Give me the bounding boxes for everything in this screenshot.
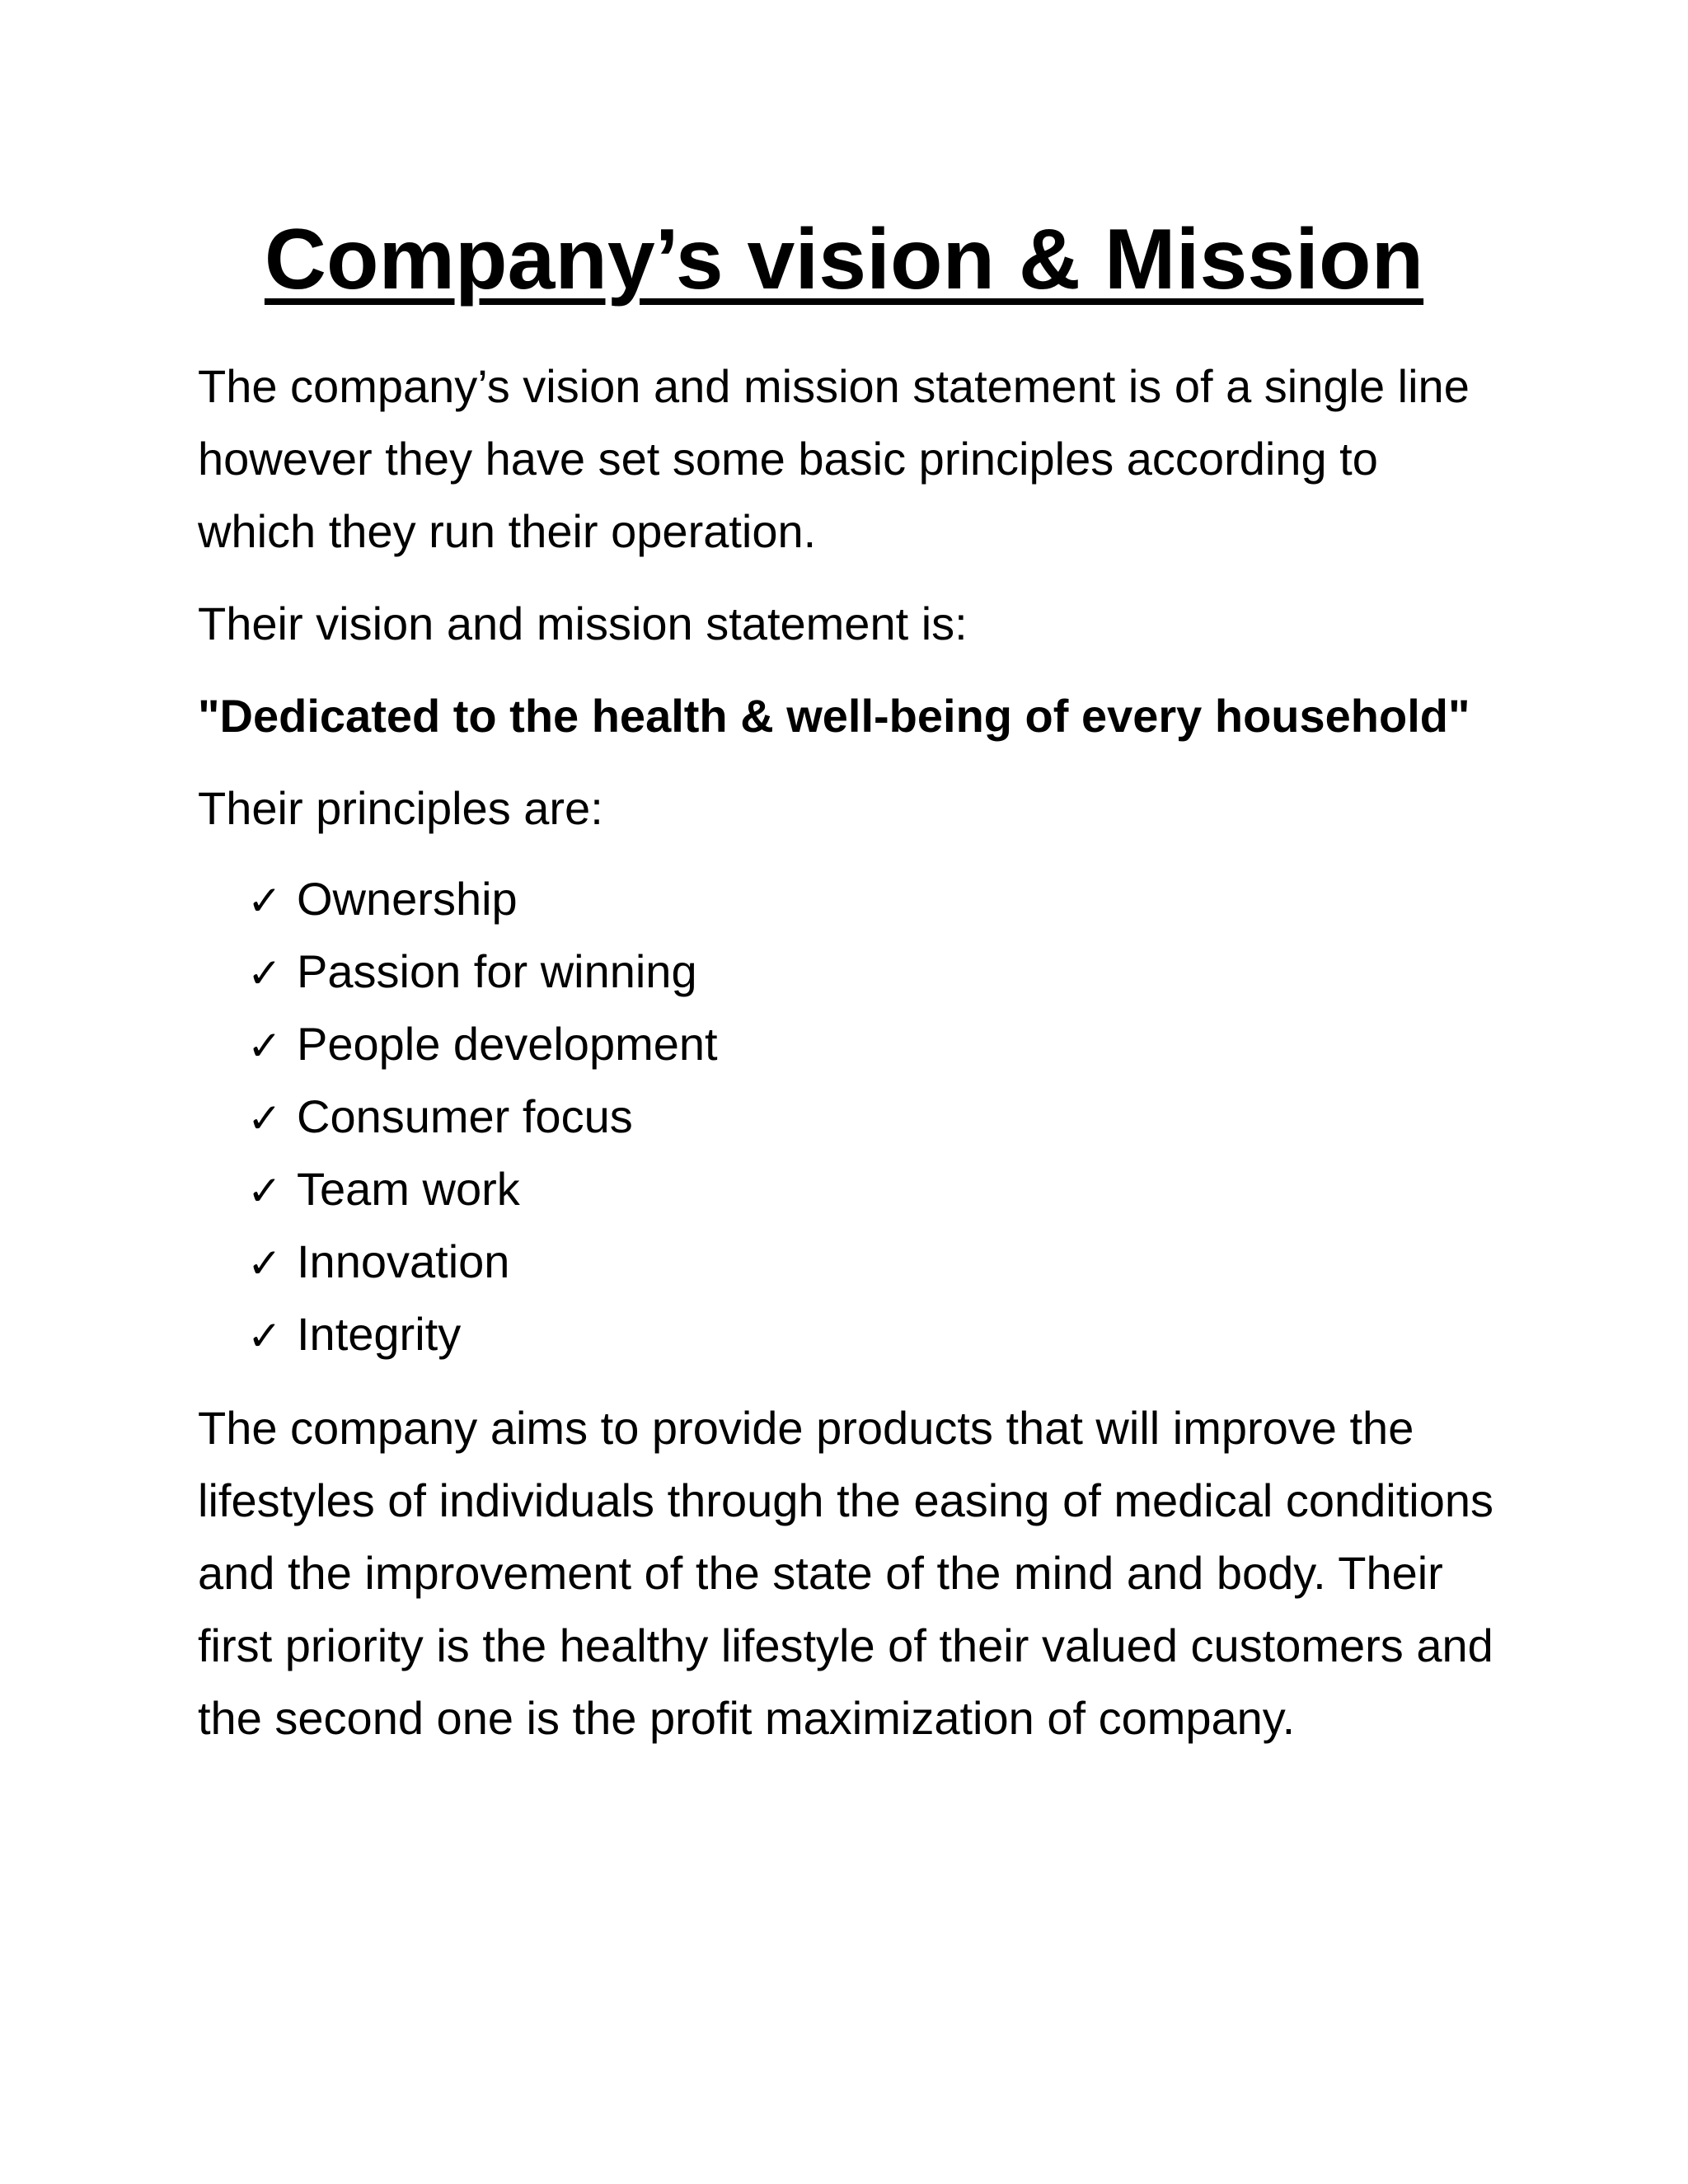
list-item [247,1080,1500,1153]
statement-lead: Their vision and mission statement is: [198,598,968,649]
principle-label: Passion for winning [297,945,697,997]
list-item [247,1008,1500,1080]
list-item [247,863,1500,935]
principle-label: Ownership [297,873,518,925]
principle-label: Consumer focus [297,1090,633,1142]
check-icon: ✓ [247,1022,282,1070]
list-item [247,1153,1500,1226]
document-body [198,350,1500,1755]
principle-label: Team work [297,1163,520,1215]
check-icon: ✓ [247,1240,282,1287]
principle-label: People development [297,1018,718,1070]
principle-label: Integrity [297,1308,462,1360]
principles-lead: Their principles are: [198,782,603,834]
mission-statement-quote: "Dedicated to the health & well-being of every household" [198,690,1470,742]
list-item [247,1226,1500,1298]
list-item [247,935,1500,1008]
intro-paragraph: The company’s vision and mission statement is of a single line however they have set some basic principles according to which they run their operation. [198,360,1470,557]
page-title-text: Company’s vision & Mission [264,212,1424,307]
check-icon: ✓ [247,949,282,997]
check-icon: ✓ [247,1094,282,1142]
principle-label: Innovation [297,1235,510,1287]
check-icon: ✓ [247,1312,282,1360]
check-icon: ✓ [247,877,282,925]
closing-paragraph: The company aims to provide products that will improve the lifestyles of individuals through the easing of medical conditions and the improvement of the state of the mind and body. Their first priority is the healthy lifestyle of their valued customers and the second one is the profit maximization of company. [198,1402,1494,1744]
principles-list [198,863,1500,1371]
check-icon: ✓ [247,1167,282,1215]
page-title [0,206,1688,313]
list-item [247,1298,1500,1371]
